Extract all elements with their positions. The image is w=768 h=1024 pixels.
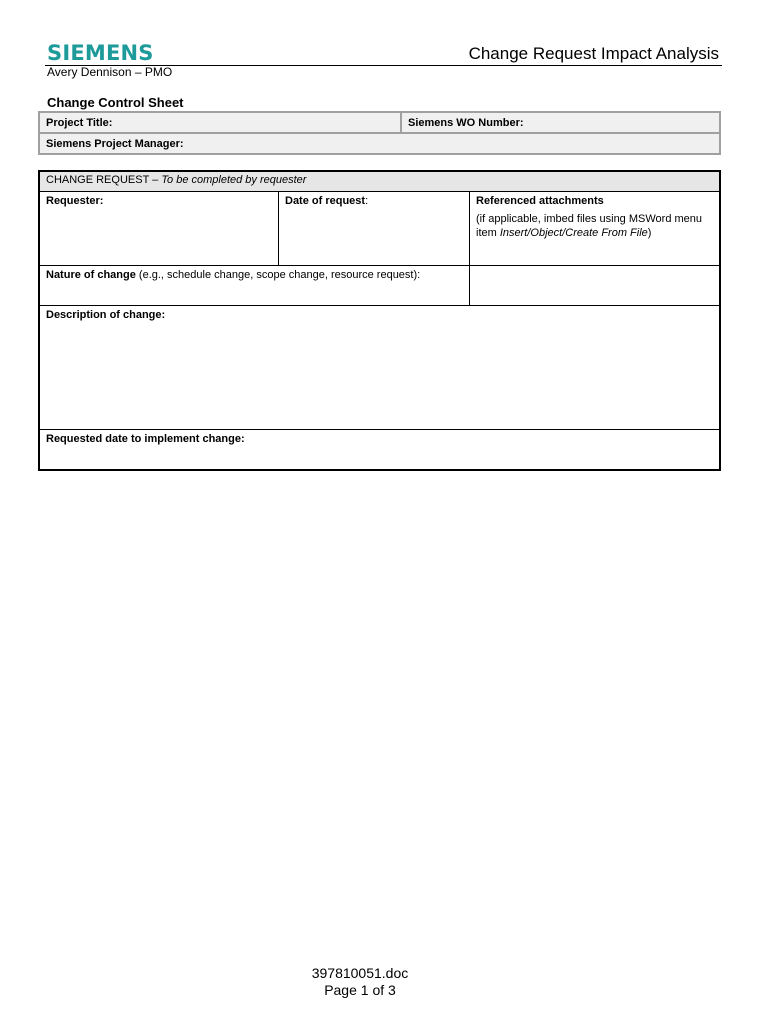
attachments-note-prefix: (if applicable, imbed files using MSWord menu item xyxy=(476,213,703,239)
description-label: Description of change: xyxy=(46,309,166,321)
nature-of-change-label: Nature of change xyxy=(46,269,136,281)
date-of-request-label: Date of request xyxy=(285,195,366,207)
sheet-title: Change Control Sheet xyxy=(47,95,184,110)
attachments-note-path: Insert/Object/Create From File xyxy=(499,227,648,239)
nature-of-change-value-cell[interactable] xyxy=(470,266,721,306)
attachments-label: Referenced attachments xyxy=(476,195,604,207)
wo-number-label: Siemens WO Number: xyxy=(408,116,524,129)
project-manager-field[interactable] xyxy=(39,133,720,154)
section-note: To be completed by requester xyxy=(161,174,307,186)
document-title: Change Request Impact Analysis xyxy=(468,44,719,63)
attachments-note xyxy=(476,212,713,240)
attachments-cell[interactable] xyxy=(470,192,721,266)
siemens-logo: SIEMENS xyxy=(47,41,154,65)
page-footer xyxy=(0,965,720,999)
project-title-label: Project Title: xyxy=(46,116,113,129)
requester-cell[interactable] xyxy=(39,192,279,266)
project-title-field[interactable] xyxy=(39,112,401,133)
date-of-request-cell[interactable] xyxy=(279,192,470,266)
nature-of-change-hint: (e.g., schedule change, scope change, resource request): xyxy=(135,269,421,281)
implement-date-label: Requested date to implement change: xyxy=(46,433,245,445)
project-info-table xyxy=(38,111,721,155)
wo-number-field[interactable] xyxy=(401,112,720,133)
attachments-note-suffix: ) xyxy=(647,227,652,239)
footer-filename: 397810051.doc xyxy=(311,965,409,981)
implement-date-cell[interactable] xyxy=(39,430,720,470)
footer-page-number: Page 1 of 3 xyxy=(324,982,396,998)
description-cell[interactable] xyxy=(39,306,720,430)
organization-subtitle: Avery Dennison – PMO xyxy=(47,65,173,79)
change-request-table xyxy=(38,170,721,471)
nature-of-change-cell[interactable] xyxy=(39,266,470,306)
section-dash: – xyxy=(149,174,162,186)
date-colon: : xyxy=(365,195,369,207)
project-manager-label: Siemens Project Manager: xyxy=(46,137,184,150)
change-request-header xyxy=(39,171,720,192)
requester-label: Requester: xyxy=(46,195,104,207)
change-request-section-label: CHANGE REQUEST xyxy=(46,174,150,186)
